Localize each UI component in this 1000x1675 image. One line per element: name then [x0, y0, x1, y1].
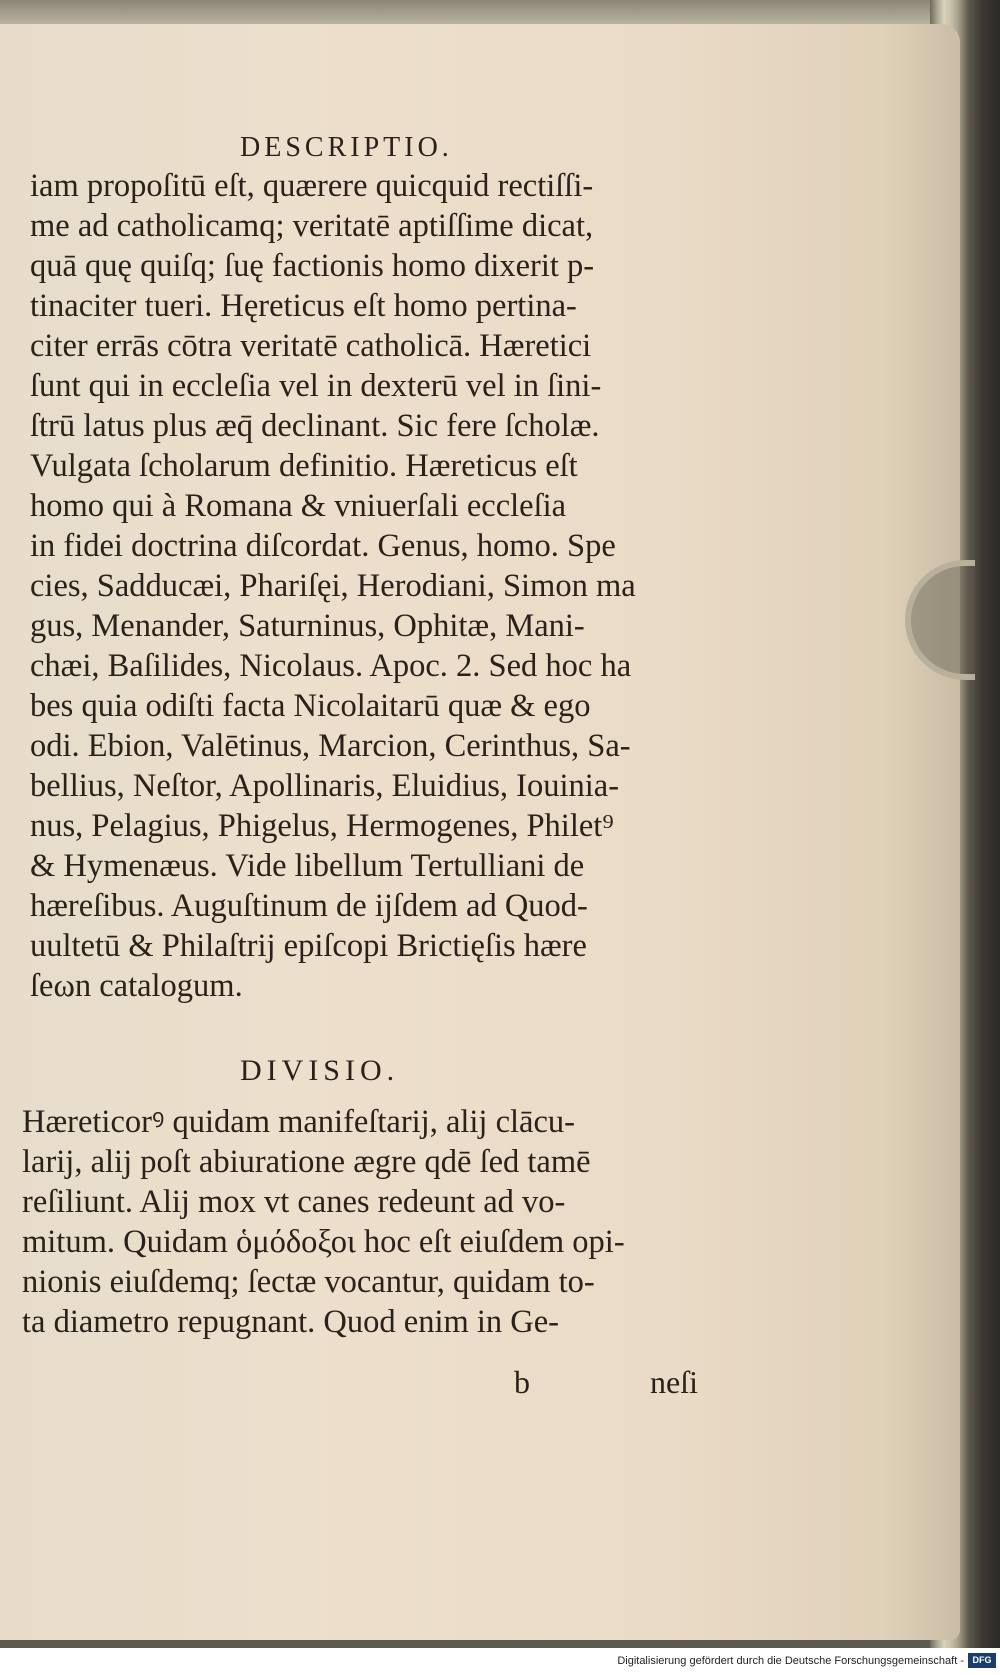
text-line: chæi, Baſilides, Nicolaus. Apoc. 2. Sed hoc ha	[30, 648, 632, 684]
text-line: bes quia odiſti facta Nicolaitarū quæ & ego	[30, 688, 591, 724]
text-line: odi. Ebion, Valētinus, Marcion, Cerinthus, Sa-	[30, 728, 631, 764]
text-line: hæreſibus. Auguſtinum de ijſdem ad Quod-	[30, 888, 588, 924]
dfg-logo-icon: DFG	[968, 1653, 996, 1668]
body-text	[30, 166, 750, 1006]
text-line: cies, Sadducæi, Phariſęi, Herodiani, Simon ma	[30, 568, 636, 604]
text-line: quā quę quiſq; ſuę factionis homo dixerit p-	[30, 248, 595, 284]
text-line: ta diametro repugnant. Quod enim in Ge-	[22, 1304, 559, 1340]
footer-bar	[0, 1648, 1000, 1675]
page-stack-top	[0, 0, 1000, 26]
book-page	[0, 24, 960, 1640]
text-line: mitum. Quidam ὁμόδοξοι hoc eſt eiuſdem opi-	[22, 1224, 625, 1260]
text-line: tinaciter tueri. Hęreticus eſt homo pertina-	[30, 288, 577, 324]
text-line: iam propoſitū eſt, quærere quicquid rectiſſi-	[30, 168, 594, 204]
text-line: gus, Menander, Saturninus, Ophitæ, Mani-	[30, 608, 585, 644]
text-line: Hæreticorꝰ quidam manifeſtarij, alij clācu-	[22, 1104, 575, 1140]
text-line: nus, Pelagius, Phigelus, Hermogenes, Philet⁹	[30, 808, 614, 844]
text-line: ſtrū latus plus æq̄ declinant. Sic fere ſcholæ.	[30, 408, 600, 444]
text-line: me ad catholicamq; veritatē aptiſſime dicat,	[30, 208, 594, 244]
signature-mark: b	[514, 1364, 530, 1400]
text-line: Vulgata ſcholarum definitio. Hæreticus eſt	[30, 448, 578, 484]
division-heading: DIVISIO.	[240, 1054, 400, 1087]
text-line: in fidei doctrina diſcordat. Genus, homo. Spe	[30, 528, 616, 564]
division-text	[22, 1102, 742, 1342]
catchword: neſi	[650, 1364, 698, 1400]
text-line: reſiliunt. Alij mox vt canes redeunt ad vo-	[22, 1184, 566, 1220]
text-line: citer errās cōtra veritatē catholicā. Hæretici	[30, 328, 592, 364]
footer-credit: Digitalisierung gefördert durch die Deutsche Forschungsgemeinschaft -	[617, 1655, 964, 1667]
text-line: larij, alij poſt abiuratione ægre qdē ſed tamē	[22, 1144, 591, 1180]
text-line: ſeωn catalogum.	[30, 968, 243, 1004]
text-line: bellius, Neſtor, Apollinaris, Eluidius, Iouinia-	[30, 768, 620, 804]
text-line: nionis eiuſdemq; ſectæ vocantur, quidam to-	[22, 1264, 595, 1300]
page-heading: DESCRIPTIO.	[240, 132, 453, 163]
text-line: homo qui à Romana & vniuerſali eccleſia	[30, 488, 567, 524]
text-line: uultetū & Philaſtrij epiſcopi Brictięſis hære	[30, 928, 587, 964]
text-line: ſunt qui in eccleſia vel in dexterū vel in ſini-	[30, 368, 602, 404]
text-line: & Hymenæus. Vide libellum Tertulliani de	[30, 848, 585, 884]
